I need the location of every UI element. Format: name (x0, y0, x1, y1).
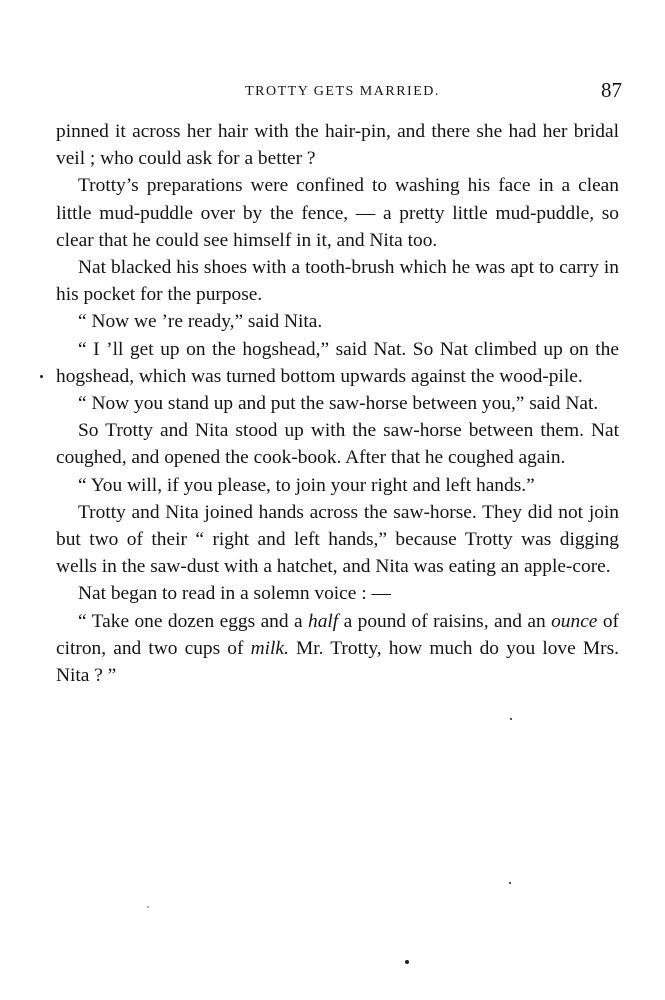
text-run: Mr. Trotty, how much do you love Mrs. Nita ? ” (56, 637, 619, 687)
text-run: “ Now you stand up and put the saw-horse between you,” said Nat. (78, 393, 599, 415)
paragraph (56, 172, 619, 254)
text-run: of citron, and two cups of (56, 610, 619, 659)
text-run: So Trotty and Nita stood up with the saw-horse between them. Nat coughed, and opened the cook-book. After that he coughed again. (56, 420, 619, 469)
print-speck (405, 960, 409, 964)
italic-text: half (308, 610, 339, 632)
text-run: a pound of raisins, and an (338, 610, 552, 632)
paragraph (56, 499, 619, 581)
text-run: Trotty and Nita joined hands across the saw-horse. They did not join but two of their “ right and left hands,” because Trotty was digging wells in the saw-dust with a hatchet, and Nita was eating an apple-core. (56, 501, 619, 578)
text-run: pinned it across her hair with the hair-pin, and there she had her bridal veil ; who could ask for a better ? (56, 121, 619, 170)
running-head (55, 80, 620, 104)
body-text (56, 118, 619, 689)
paragraph (56, 118, 619, 172)
print-speck (147, 906, 149, 908)
paragraph (56, 336, 619, 390)
paragraph (56, 472, 619, 499)
paragraph (56, 580, 619, 607)
print-speck (40, 375, 43, 378)
print-speck (509, 882, 511, 884)
text-run: “ You will, if you please, to join your right and left hands.” (78, 474, 535, 496)
page-number: 87 (601, 78, 622, 102)
text-run: Nat blacked his shoes with a tooth-brush which he was apt to carry in his pocket for the purpose. (56, 257, 619, 306)
paragraph (56, 608, 619, 690)
text-run: Nat began to read in a solemn voice : — (78, 583, 391, 605)
paragraph (56, 417, 619, 471)
print-speck (510, 718, 512, 720)
paragraph (56, 254, 619, 308)
text-run: “ I ’ll get up on the hogshead,” said Nat. So Nat climbed up on the hogshead, which was turned bottom upwards against the wood-pile. (56, 338, 619, 387)
italic-text: ounce (551, 610, 598, 632)
running-title: TROTTY GETS MARRIED. (245, 84, 440, 99)
text-run: Trotty’s preparations were confined to washing his face in a clean little mud-puddle over by the fence, — a pretty little mud-puddle, so clear that he could see himself in it, and Nita too. (56, 175, 619, 251)
text-run: “ Now we ’re ready,” said Nita. (78, 311, 323, 333)
paragraph (56, 390, 619, 417)
paragraph (56, 308, 619, 335)
italic-text: milk. (250, 637, 289, 659)
text-run: “ Take one dozen eggs and a (78, 610, 309, 632)
